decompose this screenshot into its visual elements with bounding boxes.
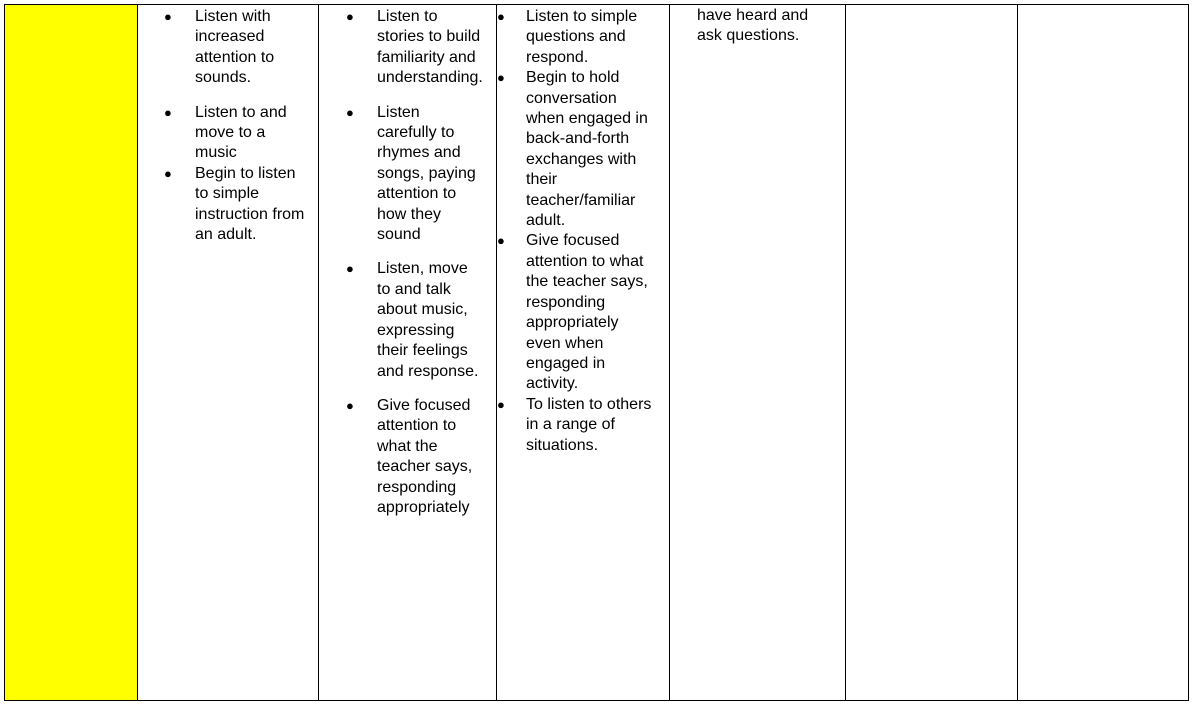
column-listening-early [138, 5, 319, 700]
text-line: to simple [195, 185, 260, 203]
text-line: their feelings [377, 342, 468, 360]
column-listening-stories [319, 5, 497, 700]
text-line: respond. [526, 48, 589, 66]
text-line: Begin to hold [526, 69, 620, 87]
bullet-icon: ● [346, 261, 354, 277]
bullet-icon: ● [497, 70, 505, 86]
bullet-icon: ● [497, 396, 505, 412]
text-line: Give focused [526, 232, 620, 250]
column-listening-conversation [497, 5, 670, 700]
text-line: back-and-forth [526, 130, 630, 148]
text-line: attention to [377, 185, 457, 203]
text-line: questions and [526, 28, 626, 46]
text-line: what the [377, 437, 438, 455]
empty-column [1018, 5, 1190, 700]
text-line: even when [526, 334, 604, 352]
text-line: have heard and [697, 7, 809, 24]
bullet-icon: ● [164, 104, 172, 120]
text-line: Listen with [195, 8, 271, 25]
text-line: increased [195, 28, 265, 46]
curriculum-table [4, 4, 1189, 701]
highlighted-column [5, 5, 138, 700]
text-line: engaged in [526, 354, 606, 372]
bullet-icon: ● [164, 165, 172, 181]
text-line: activity. [526, 375, 579, 393]
bullet-list [164, 7, 319, 245]
text-line: familiarity and [377, 48, 476, 66]
bullet-icon: ● [164, 9, 172, 24]
text-line: understanding. [377, 69, 483, 87]
text-line: their [526, 171, 558, 189]
text-line: instruction from [195, 205, 305, 223]
text-line: To listen to others [526, 395, 652, 413]
empty-column [846, 5, 1018, 700]
list-item [497, 395, 668, 456]
text-line: in a range of [526, 416, 615, 434]
text-line: Begin to listen [195, 164, 296, 182]
text-line: sound [377, 226, 421, 244]
bullet-icon: ● [346, 397, 354, 413]
paragraph [697, 6, 842, 47]
text-line: teacher/familiar [526, 191, 636, 209]
text-line: adult. [526, 212, 566, 230]
bullet-icon: ● [346, 104, 354, 120]
text-line: responding [526, 293, 606, 311]
text-line: Listen to simple [526, 8, 638, 25]
text-line: teacher says, [377, 458, 473, 476]
text-line: Listen [377, 103, 420, 121]
text-line: attention to [377, 417, 457, 435]
list-item [164, 103, 319, 164]
text-line: exchanges with [526, 150, 637, 168]
text-line: how they [377, 205, 442, 223]
text-line: stories to build [377, 28, 481, 46]
text-line: responding [377, 478, 457, 496]
text-line: conversation [526, 89, 617, 107]
text-line: to and talk [377, 280, 451, 298]
text-line: appropriately [526, 314, 619, 332]
bullet-list [346, 7, 493, 518]
text-line: expressing [377, 321, 455, 339]
bullet-list [497, 7, 668, 456]
list-item [497, 231, 668, 394]
text-line: songs, paying [377, 164, 476, 182]
text-line: situations. [526, 436, 599, 454]
text-line: music [195, 144, 237, 162]
text-line: and response. [377, 362, 479, 380]
list-item [164, 7, 319, 89]
text-line: when engaged in [526, 110, 648, 128]
text-line: Listen to and [195, 103, 287, 121]
text-line: about music, [377, 301, 468, 319]
text-line: the teacher says, [526, 273, 648, 291]
text-line: ask questions. [697, 27, 800, 45]
list-item [346, 259, 493, 381]
bullet-icon: ● [497, 233, 505, 249]
list-item [346, 396, 493, 518]
bullet-icon: ● [497, 9, 505, 24]
list-item [164, 164, 319, 246]
text-line: an adult. [195, 226, 257, 244]
bullet-icon: ● [346, 9, 354, 24]
list-item [497, 7, 668, 68]
text-line: Listen to [377, 8, 438, 25]
text-line: rhymes and [377, 144, 461, 162]
text-line: sounds. [195, 69, 252, 87]
list-item [497, 68, 668, 231]
column-questions [670, 5, 846, 700]
text-line: Give focused [377, 396, 471, 414]
text-line: attention to what [526, 252, 644, 270]
text-line: carefully to [377, 124, 455, 142]
text-line: move to a [195, 124, 266, 142]
list-item [346, 103, 493, 246]
text-line: Listen, move [377, 260, 468, 278]
list-item [346, 7, 493, 89]
text-line: attention to [195, 48, 275, 66]
text-line: appropriately [377, 498, 470, 516]
